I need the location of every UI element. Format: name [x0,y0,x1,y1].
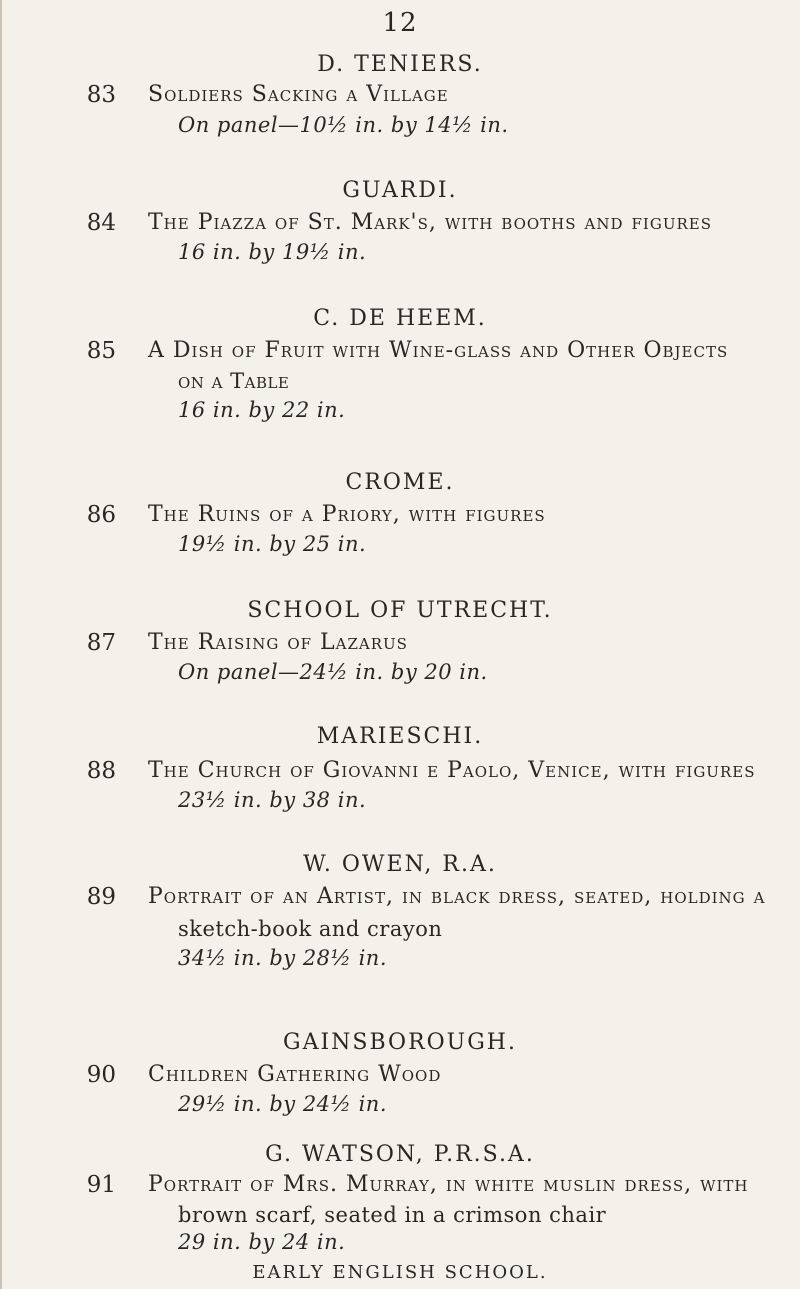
lot-dimensions: On panel—24½ in. by 20 in. [178,660,488,684]
lot-title: Portrait of an Artist, in black dress, seated, holding a [148,884,766,909]
lot-dimensions: On panel—10½ in. by 14½ in. [178,113,509,137]
lot-title: The Raising of Lazarus [148,630,408,655]
lot-number: 88 [86,758,116,784]
artist-heading: D. TENIERS. [317,52,483,77]
artist-heading: MARIESCHI. [316,724,484,749]
page-number: 12 [382,8,418,38]
lot-number: 87 [86,630,116,656]
lot-number: 91 [86,1172,116,1198]
lot-title: Children Gathering Wood [148,1062,442,1087]
lot-title: A Dish of Fruit with Wine-glass and Other Objects [148,338,729,363]
artist-heading: GUARDI. [342,178,458,203]
artist-heading: CROME. [345,470,455,495]
lot-dimensions: 16 in. by 19½ in. [178,240,367,264]
lot-dimensions: 29½ in. by 24½ in. [178,1092,387,1116]
lot-number: 84 [86,210,116,236]
lot-title: The Ruins of a Priory, with figures [148,502,546,527]
lot-description: brown scarf, seated in a crimson chair [178,1203,607,1227]
lot-dimensions: 34½ in. by 28½ in. [178,946,387,970]
lot-dimensions: 19½ in. by 25 in. [178,532,367,556]
lot-description: on a Table [178,369,290,393]
lot-number: 89 [86,884,116,910]
lot-dimensions: 23½ in. by 38 in. [178,788,367,812]
artist-heading: SCHOOL OF UTRECHT. [247,598,553,623]
lot-title: Portrait of Mrs. Murray, in white muslin dress, with [148,1172,749,1197]
lot-dimensions: 29 in. by 24 in. [178,1230,346,1254]
lot-number: 86 [86,502,116,528]
artist-heading: W. OWEN, R.A. [303,852,497,877]
lot-title: The Church of Giovanni e Paolo, Venice, with figures [148,758,756,783]
lot-description: sketch-book and crayon [178,917,443,941]
artist-heading: GAINSBOROUGH. [283,1030,517,1055]
lot-number: 83 [86,82,116,108]
lot-number: 85 [86,338,116,364]
lot-title: Soldiers Sacking a Village [148,82,449,107]
lot-number: 90 [86,1062,116,1088]
lot-title: The Piazza of St. Mark's, with booths and figures [148,210,712,235]
lot-dimensions: 16 in. by 22 in. [178,398,346,422]
artist-heading: G. WATSON, P.R.S.A. [265,1142,535,1167]
artist-heading: C. DE HEEM. [313,306,487,331]
artist-heading: EARLY ENGLISH SCHOOL. [252,1262,548,1283]
